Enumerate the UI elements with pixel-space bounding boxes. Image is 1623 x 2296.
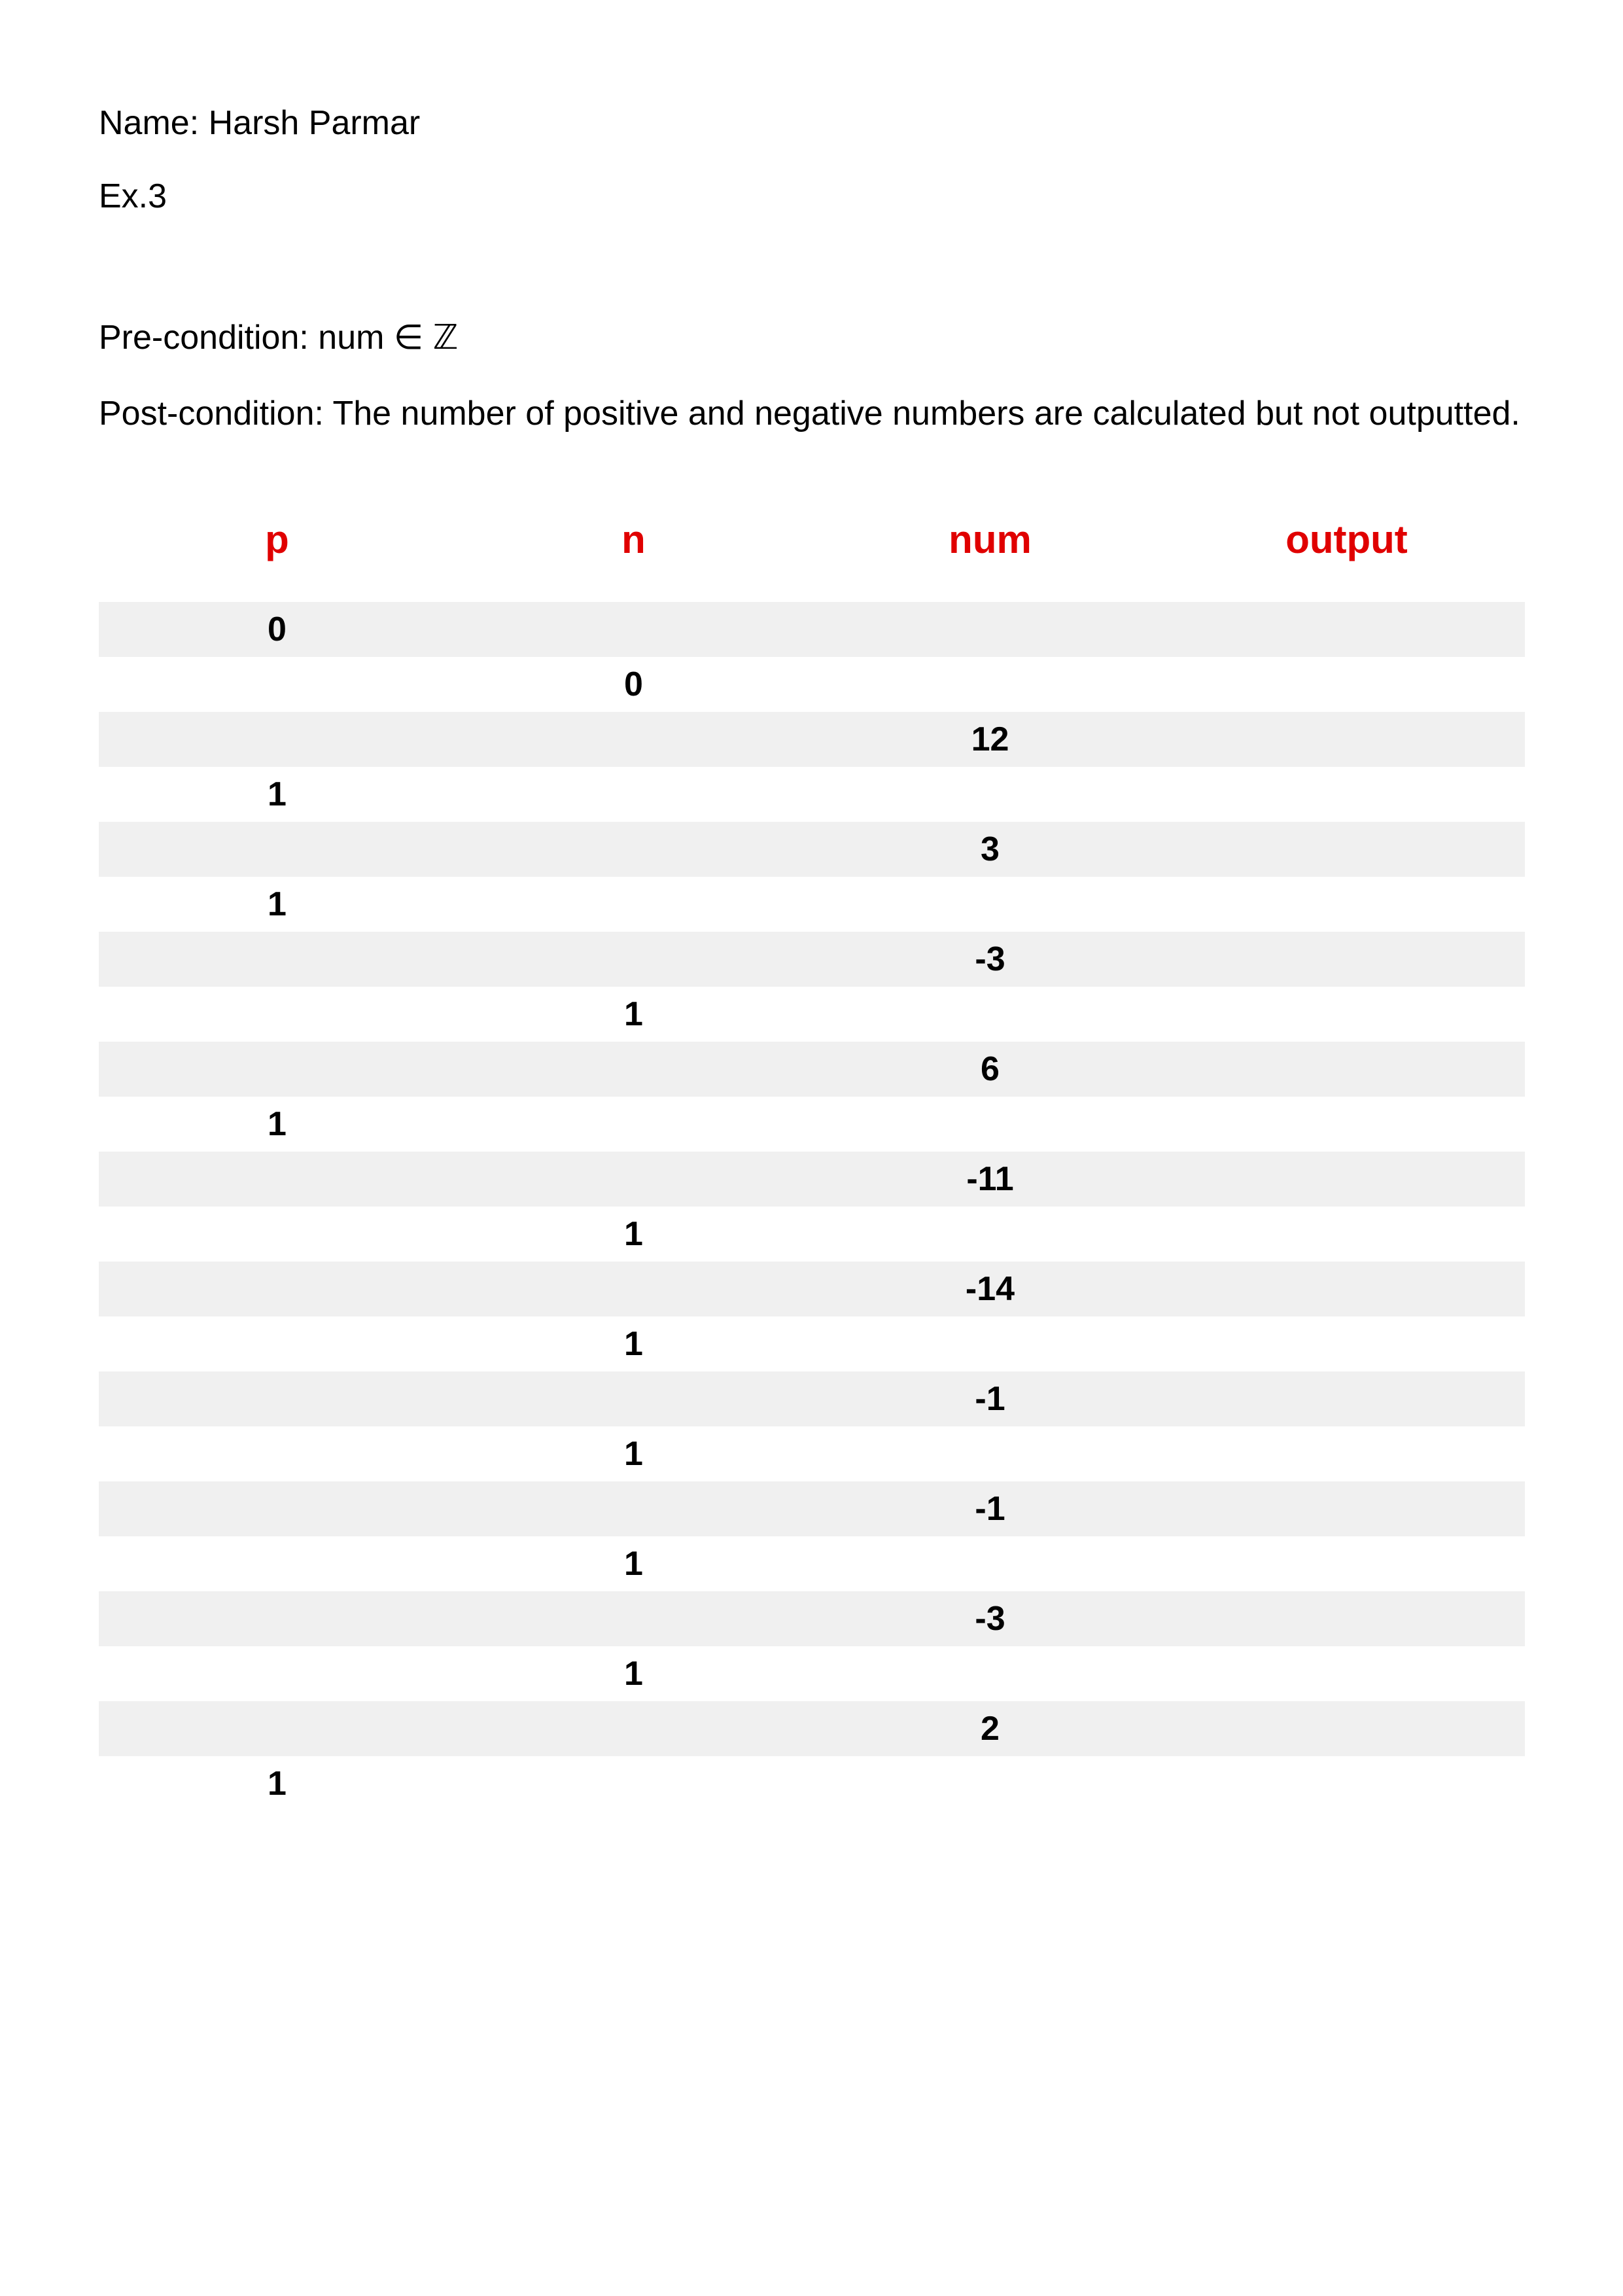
table-cell-num: -11 (966, 1160, 1014, 1198)
table-cell-n: 1 (624, 995, 643, 1033)
column-header: n (621, 517, 646, 561)
table-cell-num: -1 (975, 1380, 1005, 1418)
table-cell-p: 1 (268, 775, 287, 813)
trace-table (99, 510, 1525, 1811)
table-row (99, 1316, 1525, 1371)
table-row (99, 1097, 1525, 1152)
table-row (99, 1371, 1525, 1426)
table-row (99, 1701, 1525, 1756)
column-header: p (265, 517, 289, 561)
exercise-label: Ex.3 (99, 177, 167, 215)
table-cell-p: 0 (268, 610, 287, 648)
table-row (99, 1646, 1525, 1701)
table-header-row (99, 510, 1525, 568)
table-cell-n: 0 (624, 665, 643, 703)
table-cell-num: 2 (981, 1710, 1000, 1748)
table-row (99, 1262, 1525, 1316)
table-cell-n: 1 (624, 1435, 643, 1473)
table-body (99, 602, 1525, 1811)
column-header: output (1285, 517, 1408, 561)
table-cell-p: 1 (268, 1765, 287, 1803)
table-cell-num: -3 (975, 940, 1005, 978)
student-name: Name: Harsh Parmar (99, 104, 421, 142)
table-cell-n: 1 (624, 1215, 643, 1253)
table-row (99, 877, 1525, 932)
table-row (99, 822, 1525, 877)
table-cell-num: 12 (971, 720, 1009, 758)
pre-condition: Pre-condition: num ∈ ℤ (99, 319, 459, 357)
table-row (99, 602, 1525, 657)
table-row (99, 657, 1525, 712)
table-cell-num: -3 (975, 1600, 1005, 1638)
table-cell-n: 1 (624, 1655, 643, 1693)
table-row (99, 987, 1525, 1042)
table-row (99, 1426, 1525, 1481)
table-row (99, 1152, 1525, 1207)
column-header: num (949, 517, 1032, 561)
table-row (99, 1207, 1525, 1262)
table-row (99, 1536, 1525, 1591)
table-cell-num: -14 (965, 1270, 1015, 1308)
table-row (99, 712, 1525, 767)
table-row (99, 1756, 1525, 1811)
table-row (99, 1042, 1525, 1097)
table-row (99, 1481, 1525, 1536)
table-row (99, 932, 1525, 987)
table-cell-p: 1 (268, 885, 287, 923)
post-condition: Post-condition: The number of positive and negative numbers are calculated but not outputted. (99, 395, 1520, 433)
table-cell-n: 1 (624, 1545, 643, 1583)
table-row (99, 1591, 1525, 1646)
table-cell-n: 1 (624, 1325, 643, 1363)
table-cell-num: -1 (975, 1490, 1005, 1528)
table-cell-num: 3 (981, 830, 1000, 868)
table-row (99, 767, 1525, 822)
table-cell-p: 1 (268, 1105, 287, 1143)
table-cell-num: 6 (981, 1050, 1000, 1088)
